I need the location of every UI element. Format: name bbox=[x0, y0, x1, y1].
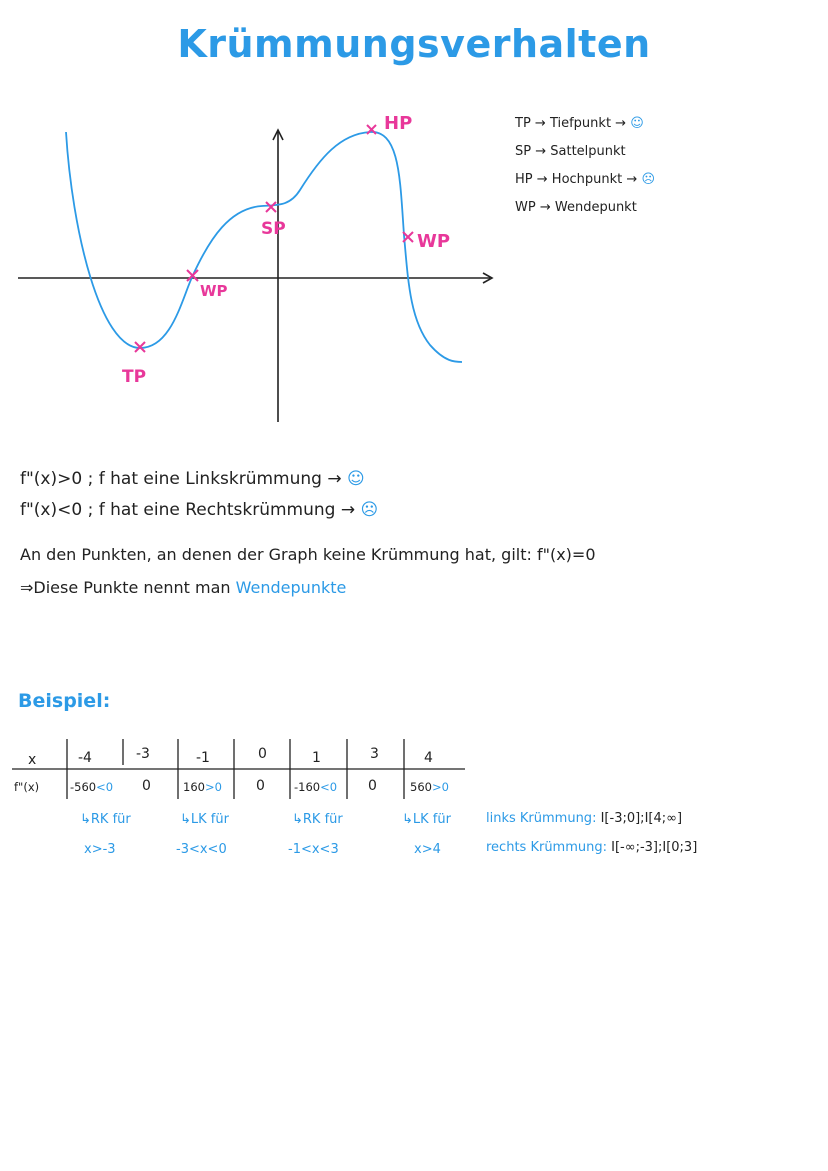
note-range: -3<x<0 bbox=[176, 842, 227, 857]
legend-item-tp: TP → Tiefpunkt → ☺ bbox=[515, 116, 644, 131]
table-x-value: 4 bbox=[424, 750, 433, 766]
table-x-value: 0 bbox=[258, 746, 267, 762]
example-heading: Beispiel: bbox=[18, 690, 111, 712]
table-x-value: -3 bbox=[136, 746, 150, 762]
note-range: x>-3 bbox=[84, 842, 116, 857]
table-x-value: 3 bbox=[370, 746, 379, 762]
table-x-value: -4 bbox=[78, 750, 92, 766]
wp-right-label: WP bbox=[417, 231, 451, 252]
legend-item-wp: WP → Wendepunkt bbox=[515, 200, 637, 215]
legend-item-hp: HP → Hochpunkt → ☹ bbox=[515, 172, 656, 187]
example-table-lines bbox=[0, 735, 480, 805]
wendepunkte-highlight: Wendepunkte bbox=[235, 578, 347, 597]
table-f-value: -160<0 bbox=[294, 780, 338, 794]
rule-no-curvature: An den Punkten, an denen der Graph keine Krümmung hat, gilt: f"(x)=0 bbox=[20, 545, 596, 564]
page-title: Krümmungsverhalten bbox=[177, 22, 651, 66]
table-f-label: f"(x) bbox=[14, 780, 40, 794]
table-f-value: 560>0 bbox=[410, 780, 449, 794]
table-f-value: 0 bbox=[368, 778, 377, 794]
table-x-value: 1 bbox=[312, 750, 321, 766]
note-arrow: ↳RK für bbox=[292, 812, 343, 827]
table-f-value: 0 bbox=[256, 778, 265, 794]
table-f-value: 0 bbox=[142, 778, 151, 794]
legend-item-sp: SP → Sattelpunkt bbox=[515, 144, 626, 159]
smile-face-icon: ☺ bbox=[630, 116, 644, 131]
sp-label: SP bbox=[261, 219, 286, 239]
rule-inflection: ⇒Diese Punkte nennt man Wendepunkte bbox=[20, 578, 347, 597]
note-arrow: ↳RK für bbox=[80, 812, 131, 827]
table-f-value: 160>0 bbox=[183, 780, 222, 794]
frown-face-icon: ☹ bbox=[641, 172, 656, 187]
tp-label: TP bbox=[122, 367, 147, 387]
rule-right-curvature: f"(x)<0 ; f hat eine Rechtskrümmung → ☹ bbox=[20, 500, 379, 520]
table-x-value: -1 bbox=[196, 750, 210, 766]
smile-face-icon: ☺ bbox=[347, 469, 365, 489]
table-f-value: -560<0 bbox=[70, 780, 114, 794]
note-range: x>4 bbox=[414, 842, 441, 857]
table-x-label: x bbox=[28, 752, 37, 768]
note-arrow: ↳LK für bbox=[180, 812, 229, 827]
function-graph bbox=[0, 110, 510, 430]
summary-rechts: rechts Krümmung: I[-∞;-3];I[0;3] bbox=[486, 840, 698, 855]
summary-links: links Krümmung: I[-3;0];I[4;∞] bbox=[486, 811, 683, 826]
rule-left-curvature: f"(x)>0 ; f hat eine Linkskrümmung → ☺ bbox=[20, 469, 365, 489]
note-range: -1<x<3 bbox=[288, 842, 339, 857]
frown-face-icon: ☹ bbox=[360, 500, 379, 520]
function-curve bbox=[66, 132, 462, 362]
wp-left-label: WP bbox=[200, 282, 228, 300]
note-arrow: ↳LK für bbox=[402, 812, 451, 827]
hp-label: HP bbox=[384, 113, 413, 134]
